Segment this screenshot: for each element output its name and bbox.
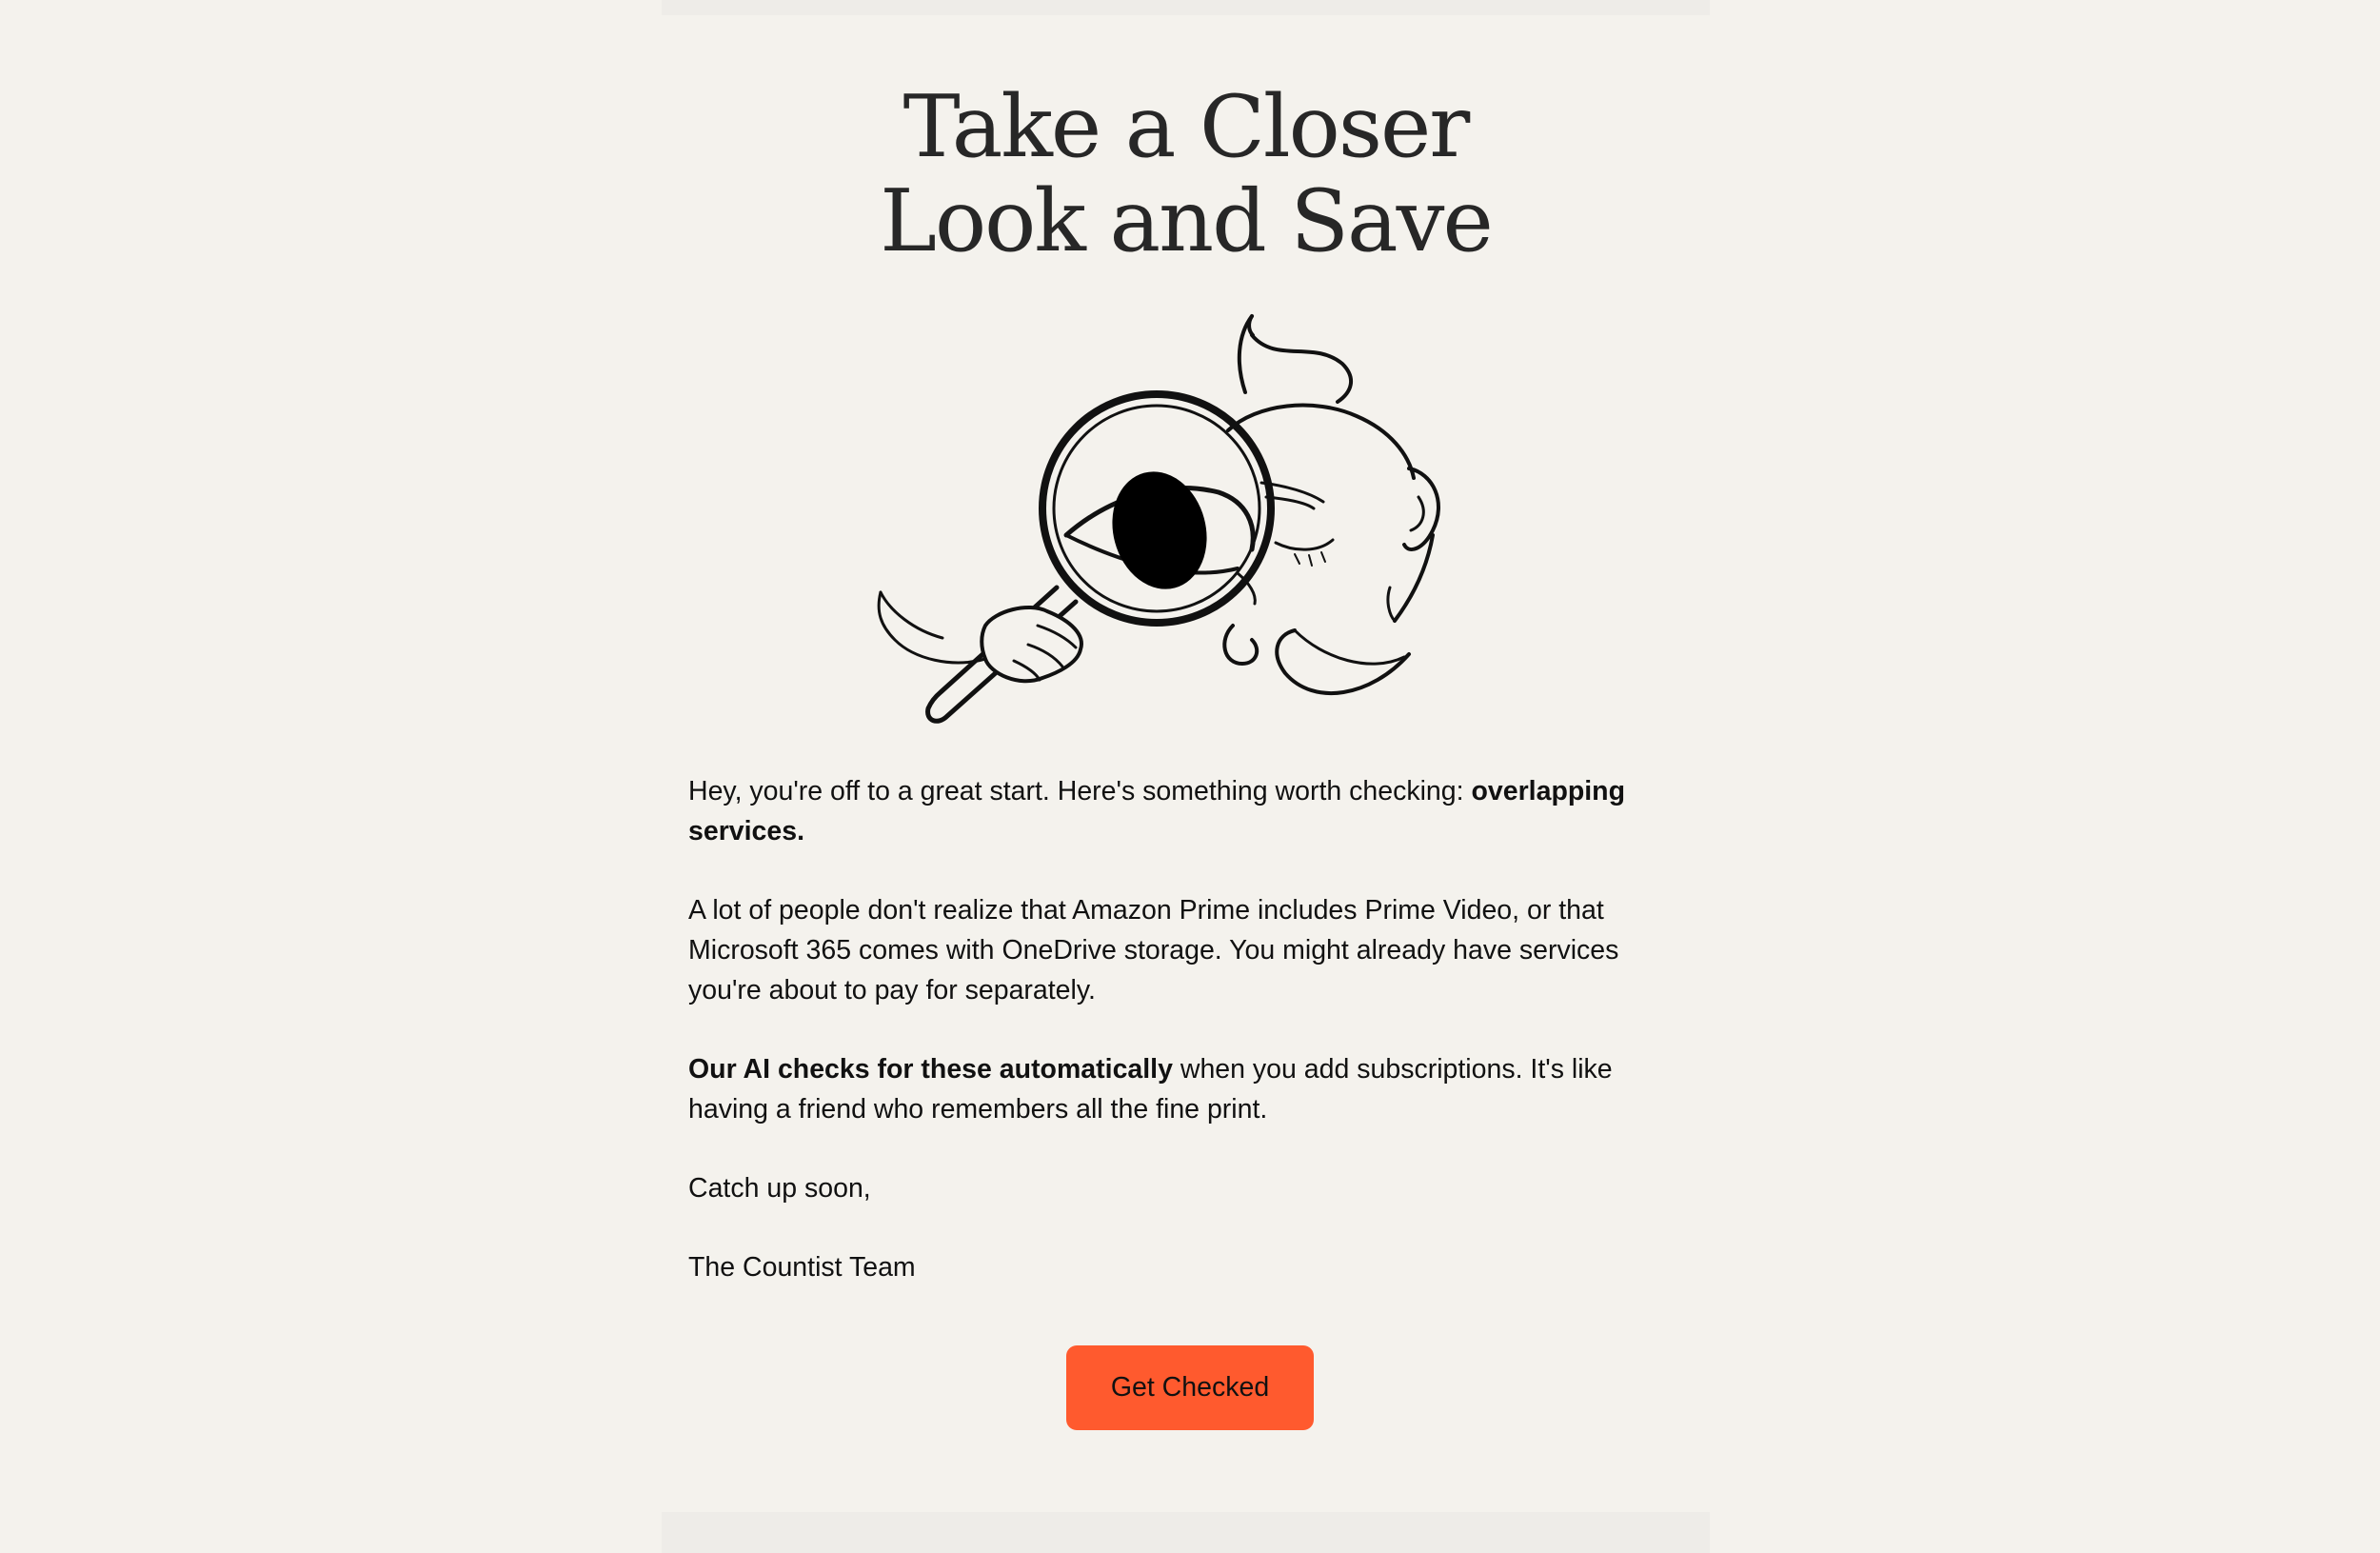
magnifying-glass-character-icon: [876, 297, 1504, 735]
paragraph-intro: [688, 771, 1699, 851]
email-body: [662, 15, 1710, 1512]
signoff: Catch up soon,: [688, 1173, 871, 1204]
headline-line-1: Take a Closer: [902, 77, 1469, 177]
intro-text: Hey, you're off to a great start. Here's something worth checking:: [688, 776, 1472, 806]
intro-bold: overlapping services.: [688, 776, 1625, 846]
get-checked-button[interactable]: Get Checked: [1066, 1345, 1314, 1430]
signature: The Countist Team: [688, 1252, 916, 1283]
bottom-band: [662, 1512, 1710, 1553]
ai-bold: Our AI checks for these automatically: [688, 1054, 1173, 1085]
page-title: [662, 77, 1710, 271]
paragraph-ai: [688, 1049, 1699, 1129]
paragraph-explainer: A lot of people don't realize that Amazon Prime includes Prime Video, or that Microsoft 365 comes with OneDrive storage. You might already have services you're about to pay for separately.: [688, 895, 1619, 1005]
top-band: [662, 0, 1710, 15]
message-body: [688, 771, 1699, 1326]
headline-line-2: Look and Save: [880, 171, 1492, 271]
ai-text: when you add subscriptions. It's like having a friend who remembers all the fine print.: [688, 1054, 1613, 1125]
